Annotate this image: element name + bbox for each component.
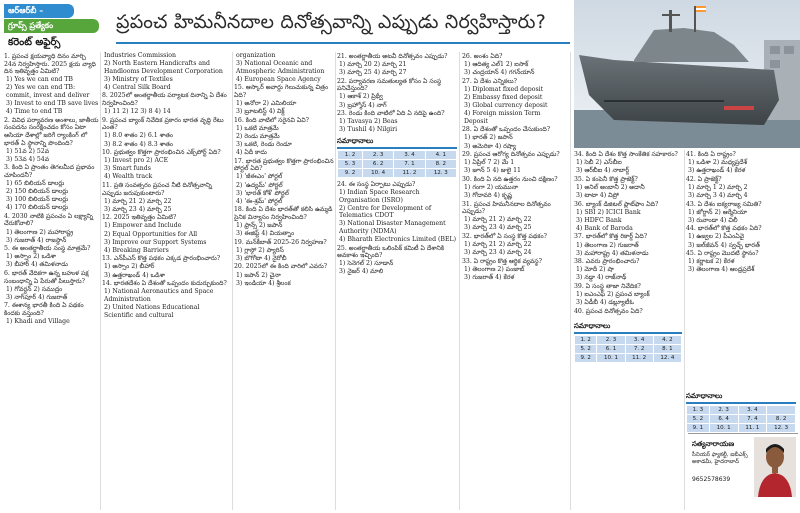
column-text: 1) ఉజ్వల 2) పీఎంఏవై bbox=[688, 233, 745, 241]
column-text: 1) అనోరా 2) ఎమిలియా bbox=[236, 100, 297, 108]
column-text: 2) United Nations Educational Scientific and cultural bbox=[104, 303, 200, 319]
column-text: 25. అంతర్జాతీయ ఒలింపిక్ కమిటీ ఏ దేశానికి అవకాశం ఇచ్చింది? bbox=[337, 244, 445, 260]
answers-header-bar bbox=[337, 147, 457, 149]
column-text: 3) 100 బిలియన్ డాలర్లు bbox=[6, 196, 69, 204]
column-text: 3) జల్‌జీవన్ 4) స్వచ్ఛ్ భారత్ bbox=[688, 241, 760, 249]
column-text: 1) జోర్డాన్ 2) ఆర్మేనియా bbox=[688, 208, 748, 216]
column-text: 3) నైజర్ 4) మాలి bbox=[339, 268, 384, 276]
column-text: 1) భారత్ 2) జపాన్ bbox=[464, 134, 513, 142]
column-text: 1) కర్ణాటక 2) కేరళ bbox=[688, 258, 735, 266]
column-text: 32. భారత్‌లో ఏ సంస్థ కొత్త పథకం? bbox=[462, 233, 547, 241]
column-text: 41. కింది ఏ రాష్ట్రం? bbox=[686, 151, 736, 158]
answer-cell: 10. 4 bbox=[362, 168, 393, 177]
column-divider bbox=[100, 52, 101, 510]
column-text: 1) గ్లాస్గో 2) ప్యారిస్ bbox=[236, 246, 284, 254]
column-divider bbox=[459, 52, 460, 510]
column-text: 3) మార్చి 23 4) మార్చి 25 bbox=[104, 205, 172, 213]
column-text: 6. భారత్ వేదికగా ఉన్న బహుళ పక్ష సంబంధాన్ని ఏ పేరుతో పిలుస్తారు? bbox=[4, 270, 89, 285]
column-text: 35. ఏ కంపెనీ కొత్త ప్రాజెక్ట్? bbox=[574, 175, 638, 183]
column-text: 1) గోవర్ధన్ 2) సముద్రం bbox=[6, 285, 63, 293]
question-column-4 bbox=[337, 52, 457, 510]
answer-cell: 8. 1 bbox=[653, 345, 681, 354]
column-text: organization bbox=[236, 52, 276, 59]
column-text: 3) నాగ్‌పూర్ 4) గుజరాత్ bbox=[6, 293, 68, 301]
column-text: 1) 'జీఈఎం' పోర్టల్ bbox=[236, 173, 283, 181]
answer-cell: 11. 2 bbox=[394, 168, 425, 177]
headline: ప్రపంచ హిమనీనదాల దినోత్సవాన్ని ఎప్పుడు నిర్వహిస్తారు? bbox=[116, 11, 546, 33]
answer-cell: 12. 3 bbox=[425, 168, 456, 177]
column-text: 3) Smart funds bbox=[104, 165, 151, 173]
column-text: 39. ఏ సంస్థ తాజా నివేదిక? bbox=[574, 283, 641, 290]
column-text: 3) Tushil 4) Nilgiri bbox=[339, 126, 398, 134]
column-text: 3. కింది ఏ ప్రాంతం తెగలమీద ప్రభావం చూపిందనీ? bbox=[4, 164, 95, 179]
column-text: 44. భారత్‌లో కొత్త పథకం ఏది? bbox=[686, 225, 762, 233]
answers-header: సమాధానాలు bbox=[337, 136, 374, 145]
answer-cell: 8. 2 bbox=[767, 415, 796, 424]
answer-cell: 12. 3 bbox=[767, 424, 796, 433]
answer-cell: 2. 3 bbox=[709, 406, 738, 415]
column-text: 1) Indian Space Research Organisation (ISRO) bbox=[339, 189, 420, 204]
column-text: 1) Khadi and Village bbox=[6, 318, 70, 326]
answer-cell: 2. 3 bbox=[362, 150, 393, 159]
column-text: 3) గుజరాత్ 4) కేరళ bbox=[464, 274, 515, 282]
column-text: 14. భారతదేశం ఏ దేశంతో ఒప్పందం కుదుర్చుకుంది? bbox=[102, 280, 227, 288]
column-text: 22. పర్యావరణ సమతుల్యత కోసం ఏ సంస్థ పనిచేస్తుంది? bbox=[337, 77, 442, 93]
column-text: 3) రువాండా 4) చిలీ bbox=[688, 216, 738, 224]
column-text: 1) మార్చి 21 2) మార్చి 22 bbox=[104, 197, 172, 205]
column-text: 4) 'ఈ-శ్రమ్' పోర్టల్ bbox=[236, 197, 283, 205]
column-text: 4) Time to end TB bbox=[6, 108, 63, 116]
column-text: 10. ప్రభుత్వం కొత్తగా ప్రారంభించిన ఎక్స్‌పోర్ట్ ఏది? bbox=[102, 149, 221, 157]
answer-cell: 1. 2 bbox=[338, 150, 363, 159]
answer-cell: 11. 2 bbox=[625, 354, 653, 363]
column-divider bbox=[335, 52, 336, 510]
column-text: 3) ఈజిప్ట్ 4) వియత్నాం bbox=[236, 230, 295, 238]
column-text: 23. రెండు కింది వాటిలో ఏది ఏ నదిపై ఉంది? bbox=[337, 110, 445, 118]
column-text: 3) ఒకటి, రెండు రెండూ bbox=[236, 141, 292, 149]
answer-cell: 3. 4 bbox=[394, 150, 425, 159]
column-text: 3) అమెరికా 4) రష్యా bbox=[464, 142, 517, 150]
column-divider bbox=[232, 52, 233, 510]
column-text: 1) SBI 2) ICICI Bank bbox=[576, 208, 641, 216]
column-text: 3) ఉత్తరాఖండ్ 4) కేరళ bbox=[688, 167, 746, 175]
column-text: 1) అస్సాం 2) బీహార్ bbox=[104, 263, 155, 271]
column-text: 3) 'భారత్ కోశ్' పోర్టల్ bbox=[236, 189, 289, 197]
column-text: 3) National Disaster Management Authority (NDMA) bbox=[339, 220, 446, 235]
answer-cell: 5. 3 bbox=[338, 159, 363, 168]
column-text: 3) మార్చి 23 4) మార్చి 25 bbox=[464, 224, 532, 232]
author-phone: 9652578639 bbox=[692, 476, 731, 483]
answers-table-1 bbox=[337, 137, 457, 178]
column-text: 4) 170 బిలియన్ డాలర్లు bbox=[6, 204, 69, 212]
answer-cell: 8. 2 bbox=[425, 159, 456, 168]
column-text: 3) బొగోటా 4) నైరోబీ bbox=[236, 254, 287, 262]
answer-cell: 4. 2 bbox=[653, 336, 681, 345]
question-column-2 bbox=[102, 52, 230, 510]
answers-header: సమాధానాలు bbox=[686, 392, 723, 400]
answer-cell: 5. 2 bbox=[687, 415, 710, 424]
column-text: 3) జూన్ 5 4) జులై 11 bbox=[464, 167, 521, 175]
column-text: 26. అంశం ఏది? bbox=[462, 53, 503, 60]
column-text: 17. భారత ప్రభుత్వం కొత్తగా ప్రారంభించిన పోర్టల్ ఏది? bbox=[234, 157, 334, 173]
column-text: 3) ఉత్తరాఖండ్ 4) ఒడిశా bbox=[104, 271, 166, 279]
column-text: 2. వివిధ పర్యావరణ అంశాలు, జాతీయ సంపదను సంరక్షించడం కోసం ఏటా ఆసియా దేశాల్లో జరిగే ర్యాంకింగ్ లో భారత్ ఏ స్థానాన్ని పొందింది? bbox=[4, 116, 99, 147]
column-text: 2) 150 బిలియన్ డాలర్లు bbox=[6, 188, 69, 196]
question-column-1 bbox=[4, 52, 99, 510]
answer-cell: 3. 4 bbox=[625, 336, 653, 345]
answer-cell: 6. 4 bbox=[709, 415, 738, 424]
column-text: 1) మార్చి 21 2) మార్చి 22 bbox=[464, 241, 532, 249]
column-text: 3) టాటా 4) విప్రో bbox=[576, 191, 619, 199]
column-text: 4) ఏదీ కాదు bbox=[236, 149, 267, 157]
answer-cell: 9. 1 bbox=[687, 424, 710, 433]
column-text: 1) తెలంగాణ 2) గుజరాత్ bbox=[576, 241, 639, 249]
column-text: 42. ఏ ప్రాజెక్ట్? bbox=[686, 175, 722, 183]
column-text: 3) 53వ 4) 54వ bbox=[6, 155, 50, 163]
column-text: 1) అస్సాం 2) ఒడిశా bbox=[6, 253, 57, 261]
answer-cell: 6. 2 bbox=[362, 159, 393, 168]
column-text: 11. ప్రతి సంవత్సరం ప్రపంచ నీటి దినోత్సవాన్ని ఎప్పుడు జరుపుకుంటారు? bbox=[102, 182, 212, 197]
column-text: 5. ఈ అంతర్జాతీయ సంస్థ మాత్రమే? bbox=[4, 245, 91, 253]
author-name: సత్యనారాయణ bbox=[692, 440, 735, 448]
column-text: 36. బ్యాంక్ డిజిటల్ ప్లాట్‌ఫాం ఏది? bbox=[574, 200, 659, 208]
column-text: 2) 'ఉద్యమ్' పోర్టల్ bbox=[236, 181, 283, 189]
column-text: 2) Embassy fixed deposit bbox=[464, 93, 543, 101]
column-text: 1) తెలంగాణ 2) మహారాష్ట్ర bbox=[6, 228, 74, 236]
column-text: 1) ఆకాశ్ 2) ప్రిథ్వీ bbox=[339, 93, 383, 101]
answers-header-bar bbox=[686, 402, 796, 404]
column-text: 15. ఆస్కార్ అవార్డు గెలుచుకున్న చిత్రం ఏది? bbox=[234, 84, 329, 99]
column-text: 45. ఏ రాష్ట్రం మొదటి స్థానం? bbox=[686, 250, 759, 258]
answer-cell: 7. 4 bbox=[738, 415, 767, 424]
column-text: 2) రెండు మాత్రమే bbox=[236, 132, 280, 140]
column-text: 3) ఆర్‌బీఐ 4) నాబార్డ్ bbox=[576, 167, 630, 175]
answers-grid bbox=[686, 405, 796, 433]
column-text: 21. అంతర్జాతీయ అటవీ దినోత్సవం ఎప్పుడు? bbox=[337, 53, 448, 60]
column-text: 1) ఫ్రాన్స్ 2) జపాన్ bbox=[236, 221, 283, 229]
column-text: 1) 8.0 శాతం 2) 6.1 శాతం bbox=[104, 132, 174, 140]
column-divider bbox=[570, 52, 571, 510]
answer-cell: 7. 2 bbox=[625, 345, 653, 354]
answer-cell: 7. 1 bbox=[394, 159, 425, 168]
answer-cell: 1. 3 bbox=[687, 406, 710, 415]
column-text: 1) సెనెగల్ 2) సూడాన్ bbox=[339, 260, 394, 268]
answer-cell: 2. 3 bbox=[597, 336, 625, 345]
column-text: 1) మార్చి 21 2) మార్చి 22 bbox=[464, 216, 532, 224]
column-text: 30. కింది ఏ నది ఉత్తరం నుంచి దక్షిణం? bbox=[462, 175, 558, 183]
column-divider bbox=[684, 150, 685, 510]
answers-header: సమాధానాలు bbox=[574, 322, 611, 330]
column-text: 9. ప్రపంచ బ్యాంక్ నివేదిక ప్రకారం భారత వృద్ధి రేటు ఎంత? bbox=[102, 116, 224, 132]
author-photo bbox=[754, 437, 796, 497]
column-text: 19. మన్‌కీబాత్ 2025-26 నిర్వహణ? bbox=[234, 238, 327, 246]
author-role: సీనియర్ ఫ్యాకల్టీ, ఐబీఎక్స్ అకాడమీ, హైదరాబాద్ bbox=[692, 452, 748, 465]
column-text: 1. ప్రపంచ క్షయవ్యాధి దినం మార్చి 24న నిర్వహిస్తారు. 2025 క్షయ వ్యాధి దిన ఇతివృత్తం ఏమిటి? bbox=[4, 53, 96, 76]
column-text: 3) నడ్డా 4) రాజ్‌నాథ్ bbox=[576, 274, 627, 282]
column-text: 27. ఏ దేశం ఎన్నికలు? bbox=[462, 77, 517, 85]
column-text: 18. కింది ఏ దేశం భారత్‌తో కలిసి ఉమ్మడి సైనిక విన్యాసం నిర్వహించింది? bbox=[234, 206, 333, 221]
column-text: 29. ప్రపంచ ఆరోగ్య దినోత్సవం ఎప్పుడు? bbox=[462, 151, 560, 159]
column-text: 1) తెలంగాణ 2) పంజాబ్ bbox=[464, 265, 525, 273]
column-text: 2) North Eastern Handicrafts and Handlooms Development Corporation bbox=[104, 60, 223, 75]
column-text: 4) Bharath Electronics Limited (BEL) bbox=[339, 236, 456, 244]
column-text: 3) బ్రూటలిస్ట్ 4) విక్డ్ bbox=[236, 108, 285, 116]
column-text: 1) 65 బిలియన్ డాలర్లు bbox=[6, 180, 65, 187]
column-text: 1) మార్చి 1 2) మార్చి 2 bbox=[688, 183, 748, 191]
column-text: 4. 2030 నాటికి ప్రపంచం ఏ లక్ష్యాన్ని చేరుకోవాలి? bbox=[4, 212, 94, 228]
answer-cell: 9. 2 bbox=[338, 168, 363, 177]
column-text: 3) ఇండియా 4) శ్రీలంక bbox=[236, 279, 291, 287]
column-text: 1) మోదీ 2) షా bbox=[576, 266, 614, 274]
question-column-5 bbox=[462, 52, 566, 510]
headline-rule bbox=[116, 42, 570, 44]
answers-header-bar bbox=[574, 332, 682, 334]
column-text: 12. 2025 ఇతివృత్తం ఏమిటి? bbox=[102, 214, 177, 222]
exam-tag: ఆర్‌ఆర్‌బీ – bbox=[4, 4, 74, 18]
column-text: 3) గుజరాత్ 4) రాజస్థాన్ bbox=[6, 236, 67, 244]
column-text: 1) Yes we can end TB bbox=[6, 76, 73, 84]
answer-cell: 9. 2 bbox=[575, 354, 597, 363]
column-text: 1) Diplomat fixed deposit bbox=[464, 85, 544, 93]
column-text: 2) Equal Opportunities for All bbox=[104, 230, 198, 238]
answer-cell: 11. 1 bbox=[738, 424, 767, 433]
column-text: 1) Empower and Include bbox=[104, 222, 182, 230]
column-text: 24. ఈ సంస్థ ఏర్పాటు ఎప్పుడు? bbox=[337, 180, 416, 188]
column-text: 1) 51వ 2) 52వ bbox=[6, 147, 50, 155]
column-text: 37. భారత్‌లో కొత్త రికార్డ్ ఏది? bbox=[574, 233, 648, 241]
answer-cell: 3. 4 bbox=[738, 406, 767, 415]
answer-cell: 10. 1 bbox=[709, 424, 738, 433]
column-text: 1) ఒడిశా 2) మధ్యప్రదేశ్ bbox=[688, 159, 748, 167]
question-column-7 bbox=[686, 150, 796, 390]
column-text: 3) Invest to end TB save lives bbox=[6, 100, 99, 108]
column-text: 1) ఆదిత్య ఎల్1 2) ఐసాక్ bbox=[464, 61, 529, 69]
column-text: 38. ఎవరు ప్రారంభించారు? bbox=[574, 258, 640, 266]
answer-cell bbox=[767, 406, 796, 415]
column-text: 1) 11 2) 12 3) 8 4) 14 bbox=[104, 108, 171, 116]
column-text: 2) Centre for Development of Telematics CDOT bbox=[339, 204, 432, 220]
navy-ship-photo bbox=[574, 0, 800, 148]
author-box bbox=[688, 433, 798, 511]
column-text: 4) Wealth track bbox=[104, 173, 153, 181]
column-text: 3) బ్రహ్మోస్ 4) నాగ్ bbox=[339, 101, 387, 109]
column-text: 33. ఏ రాష్ట్రం కొత్త ఆర్థిక వ్యవస్థ? bbox=[462, 257, 542, 265]
answer-cell: 6. 1 bbox=[597, 345, 625, 354]
column-text: 3) గోదావరి 4) కృష్ణ bbox=[464, 192, 512, 200]
column-text: 43. ఏ దేశం ఐక్యరాజ్య సమితి? bbox=[686, 200, 762, 208]
column-text: 3) ఏడీబీ 4) డబ్ల్యూటీఓ bbox=[576, 299, 634, 307]
column-text: 1) ఒకటి మాత్రమే bbox=[236, 124, 279, 132]
column-text: 1) ఏప్రిల్ 7 2) మే 1 bbox=[464, 159, 515, 167]
column-text: 1) గంగా 2) యమునా bbox=[464, 184, 519, 191]
column-text: 1) సెబీ 2) ఎస్‌బీఐ bbox=[576, 159, 622, 167]
column-text: 1) ఐఎంఎఫ్ 2) ప్రపంచ బ్యాంక్ bbox=[576, 291, 650, 299]
column-text: 3) Improve our Support Systems bbox=[104, 238, 207, 246]
column-text: 1) మార్చి 20 2) మార్చి 21 bbox=[339, 61, 407, 69]
answer-cell: 5. 2 bbox=[575, 345, 597, 354]
column-text: 3) మార్చి 3 4) మార్చి 4 bbox=[688, 191, 748, 199]
column-text: 3) HDFC Bank bbox=[576, 216, 622, 224]
section-badge bbox=[4, 4, 109, 50]
answer-cell: 4. 1 bbox=[425, 150, 456, 159]
answer-cell: 1. 2 bbox=[575, 336, 597, 345]
column-text: Industries Commission bbox=[104, 52, 176, 59]
column-text: 1) జపాన్ 2) చైనా bbox=[236, 271, 281, 279]
column-text: 8. 2025లో అంతర్జాతీయ పర్యాటక దినాన్ని ఏ దేశం నిర్వహించింది? bbox=[102, 92, 227, 108]
column-text: 1) Tavasya 2) Beas bbox=[339, 118, 398, 126]
groups-special-tag: గ్రూప్స్ ప్రత్యేకం bbox=[4, 19, 99, 33]
column-text: 20. 2025లో ఈ కింది వారిలో ఎవరు? bbox=[234, 263, 328, 271]
column-text: 3) Ministry of Textiles bbox=[104, 75, 173, 83]
column-text: 28. ఏ దేశంతో ఒప్పందం చేసుకుంది? bbox=[462, 126, 551, 134]
column-text: 3) చంద్రయాన్ 4) గగన్‌యాన్ bbox=[464, 69, 535, 77]
column-text: 3) తెలంగాణ 4) ఆంధ్రప్రదేశ్ bbox=[688, 266, 755, 274]
answers-grid bbox=[574, 335, 682, 363]
answers-grid bbox=[337, 150, 457, 178]
column-text: 40. ప్రపంచ దినోత్సవం ఏది? bbox=[574, 307, 643, 315]
column-text: 2) Yes we can end TB: commit, invest and deliver bbox=[6, 84, 90, 99]
column-text: 1) National Aeronautics and Space Administration bbox=[104, 288, 214, 303]
column-text: 16. కింది వాటిలో సరైనవి ఏవి? bbox=[234, 116, 309, 124]
column-text: 13. ఎన్‌పీఎస్ కొత్త పథకం ఎక్కడ ప్రారంభించారు? bbox=[102, 255, 221, 263]
column-text: 3) మహారాష్ట్ర 4) తమిళనాడు bbox=[576, 249, 649, 257]
answers-table-2 bbox=[574, 322, 682, 363]
column-text: 34. కింది ఏ దేశం కొత్త సాంకేతిక సహకారం? bbox=[574, 151, 678, 158]
answer-cell: 10. 1 bbox=[597, 354, 625, 363]
column-text: 1) Invest pro 2) ACE bbox=[104, 157, 169, 165]
current-affairs-tag: కరెంట్ అఫైర్స్ bbox=[8, 37, 61, 48]
column-text: 4) Breaking Barriers bbox=[104, 246, 169, 254]
column-text: 3) మార్చి 25 4) మార్చి 27 bbox=[339, 69, 407, 77]
column-text: 1) అనిల్ అంబానీ 2) అదానీ bbox=[576, 183, 645, 191]
column-text: 4) Bank of Baroda bbox=[576, 224, 633, 232]
column-text: 4) European Space Agency bbox=[236, 75, 321, 83]
answer-cell: 12. 4 bbox=[653, 354, 681, 363]
column-text: 4) Central Silk Board bbox=[104, 83, 171, 91]
question-column-3 bbox=[234, 52, 334, 510]
column-text: 3) Global currency deposit bbox=[464, 102, 548, 110]
column-text: 31. ప్రపంచ హిమనీనదాల దినోత్సవం ఎప్పుడు? bbox=[462, 200, 551, 216]
column-text: 7. ఈశాన్య భారతీ కింది ఏ పథకం కిందకు వస్తుంది? bbox=[4, 302, 84, 317]
column-text: 3) మార్చి 23 4) మార్చి 24 bbox=[464, 249, 532, 257]
column-text: 3) National Oceanic and Atmospheric Administration bbox=[236, 60, 325, 75]
answers-table-3 bbox=[686, 392, 796, 433]
column-text: 4) Foreign mission Term Deposit bbox=[464, 110, 541, 125]
column-text: 3) బీహార్ 4) తమిళనాడు bbox=[6, 261, 68, 269]
column-text: 3) 8.2 శాతం 4) 8.3 శాతం bbox=[104, 140, 174, 148]
